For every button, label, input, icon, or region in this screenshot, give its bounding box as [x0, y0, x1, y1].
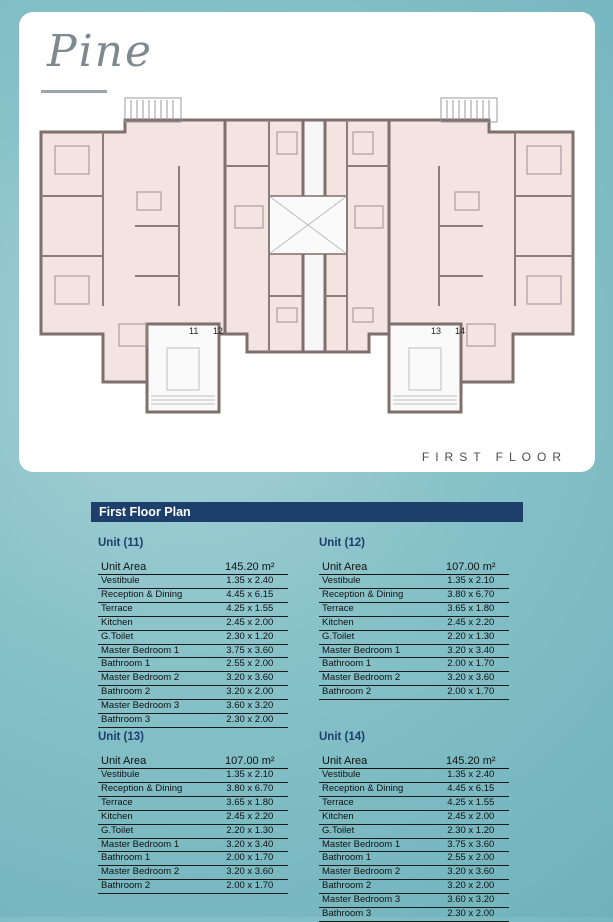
logo-text: Pine: [47, 26, 154, 77]
room-row: [319, 672, 509, 686]
room-row: [98, 838, 288, 852]
room-row: [98, 602, 288, 616]
room-size: 3.65 x 1.80: [212, 796, 288, 810]
room-size: 2.00 x 1.70: [212, 852, 288, 866]
room-name: Terrace: [319, 796, 433, 810]
room-row: [98, 630, 288, 644]
room-size: 2.55 x 2.00: [433, 852, 509, 866]
room-size: 1.35 x 2.10: [212, 769, 288, 783]
unit-area-label: Unit Area: [319, 561, 433, 575]
unit-area-value: 145.20 m²: [433, 755, 509, 769]
room-size: 3.65 x 1.80: [433, 602, 509, 616]
room-row: [319, 616, 509, 630]
room-name: Vestibule: [319, 769, 433, 783]
unit-spec-table: [98, 755, 288, 894]
room-size: 1.35 x 2.40: [433, 769, 509, 783]
unit-number-11: 11: [189, 326, 199, 336]
plan-section-header: First Floor Plan: [91, 502, 523, 522]
room-row: [319, 894, 509, 908]
room-name: Kitchen: [319, 810, 433, 824]
room-name: Terrace: [98, 602, 212, 616]
brand-logo: [41, 26, 181, 106]
floor-plan-card: [19, 12, 595, 472]
room-size: 3.20 x 3.60: [212, 866, 288, 880]
unit-area-value: 107.00 m²: [433, 561, 509, 575]
room-size: 4.25 x 1.55: [433, 796, 509, 810]
room-name: Bathroom 1: [98, 658, 212, 672]
room-name: Bathroom 1: [319, 852, 433, 866]
room-row: [319, 602, 509, 616]
unit-13-block: [98, 731, 288, 894]
room-row: [98, 616, 288, 630]
unit-area-label: Unit Area: [98, 561, 212, 575]
unit-area-label: Unit Area: [319, 755, 433, 769]
room-row: [98, 880, 288, 894]
unit-area-value: 107.00 m²: [212, 755, 288, 769]
unit-area-row: [98, 561, 288, 575]
room-row: [98, 769, 288, 783]
floor-plan-drawing: [39, 96, 579, 426]
room-name: Master Bedroom 2: [98, 672, 212, 686]
room-row: [319, 769, 509, 783]
room-size: 3.20 x 3.60: [433, 672, 509, 686]
room-size: 3.60 x 3.20: [212, 700, 288, 714]
room-size: 2.45 x 2.00: [212, 616, 288, 630]
room-row: [319, 852, 509, 866]
room-row: [319, 908, 509, 922]
room-name: Bathroom 1: [319, 658, 433, 672]
room-row: [98, 588, 288, 602]
room-name: Master Bedroom 3: [98, 700, 212, 714]
room-size: 3.80 x 6.70: [433, 588, 509, 602]
room-row: [98, 575, 288, 589]
room-name: Vestibule: [98, 575, 212, 589]
room-size: 1.35 x 2.40: [212, 575, 288, 589]
room-row: [98, 796, 288, 810]
room-name: Bathroom 2: [98, 686, 212, 700]
unit-spec-table: [319, 755, 509, 922]
room-name: Vestibule: [98, 769, 212, 783]
room-size: 2.30 x 2.00: [433, 908, 509, 922]
room-size: 3.80 x 6.70: [212, 782, 288, 796]
unit-title: Unit (13): [98, 731, 144, 743]
room-name: G.Toilet: [319, 630, 433, 644]
room-row: [319, 796, 509, 810]
room-name: Master Bedroom 1: [98, 838, 212, 852]
room-size: 2.30 x 1.20: [212, 630, 288, 644]
unit-14-block: [319, 731, 509, 922]
room-row: [319, 588, 509, 602]
room-row: [319, 824, 509, 838]
room-row: [98, 714, 288, 728]
room-name: Terrace: [98, 796, 212, 810]
unit-title: Unit (11): [98, 537, 144, 549]
room-row: [98, 782, 288, 796]
logo-underline: [41, 90, 107, 93]
room-row: [319, 644, 509, 658]
room-size: 2.00 x 1.70: [433, 686, 509, 700]
room-name: Master Bedroom 3: [319, 894, 433, 908]
unit-number-13: 13: [431, 326, 442, 336]
room-size: 2.00 x 1.70: [212, 880, 288, 894]
room-name: Master Bedroom 1: [319, 644, 433, 658]
room-size: 2.45 x 2.20: [433, 616, 509, 630]
room-size: 2.30 x 1.20: [433, 824, 509, 838]
room-name: Reception & Dining: [319, 588, 433, 602]
room-size: 2.55 x 2.00: [212, 658, 288, 672]
unit-12-block: [319, 537, 509, 700]
room-name: Kitchen: [98, 810, 212, 824]
room-name: Vestibule: [319, 575, 433, 589]
room-row: [98, 866, 288, 880]
room-size: 2.00 x 1.70: [433, 658, 509, 672]
room-name: Master Bedroom 2: [319, 672, 433, 686]
unit-area-row: [98, 755, 288, 769]
room-size: 2.20 x 1.30: [212, 824, 288, 838]
room-size: 2.45 x 2.20: [212, 810, 288, 824]
room-size: 3.75 x 3.60: [212, 644, 288, 658]
room-row: [98, 658, 288, 672]
room-size: 3.20 x 3.60: [212, 672, 288, 686]
room-name: Terrace: [319, 602, 433, 616]
unit-spec-table: [319, 561, 509, 700]
unit-spec-table: [98, 561, 288, 728]
room-size: 4.45 x 6.15: [433, 782, 509, 796]
room-name: Reception & Dining: [98, 588, 212, 602]
room-name: Kitchen: [319, 616, 433, 630]
room-size: 2.30 x 2.00: [212, 714, 288, 728]
unit-area-value: 145.20 m²: [212, 561, 288, 575]
unit-title: Unit (14): [319, 731, 365, 743]
room-name: Bathroom 3: [319, 908, 433, 922]
room-size: 3.20 x 3.40: [433, 644, 509, 658]
unit-number-14: 14: [455, 326, 466, 336]
unit-area-label: Unit Area: [98, 755, 212, 769]
room-size: 4.25 x 1.55: [212, 602, 288, 616]
room-size: 3.60 x 3.20: [433, 894, 509, 908]
room-size: 1.35 x 2.10: [433, 575, 509, 589]
room-name: Kitchen: [98, 616, 212, 630]
room-row: [319, 658, 509, 672]
room-size: 3.20 x 3.40: [212, 838, 288, 852]
room-name: Bathroom 2: [319, 686, 433, 700]
unit-area-row: [319, 561, 509, 575]
room-name: Reception & Dining: [98, 782, 212, 796]
room-row: [98, 644, 288, 658]
room-name: G.Toilet: [98, 824, 212, 838]
room-name: Reception & Dining: [319, 782, 433, 796]
room-name: Master Bedroom 1: [319, 838, 433, 852]
room-name: G.Toilet: [319, 824, 433, 838]
room-row: [98, 824, 288, 838]
room-name: Bathroom 1: [98, 852, 212, 866]
unit-area-row: [319, 755, 509, 769]
room-row: [98, 686, 288, 700]
room-name: Bathroom 3: [98, 714, 212, 728]
room-row: [319, 575, 509, 589]
floor-label: FIRST FLOOR: [421, 450, 567, 464]
room-size: 3.75 x 3.60: [433, 838, 509, 852]
room-row: [319, 686, 509, 700]
room-size: 3.20 x 2.00: [212, 686, 288, 700]
room-name: Master Bedroom 2: [98, 866, 212, 880]
room-size: 2.45 x 2.00: [433, 810, 509, 824]
room-row: [319, 810, 509, 824]
room-name: Bathroom 2: [98, 880, 212, 894]
room-size: 3.20 x 2.00: [433, 880, 509, 894]
room-row: [98, 810, 288, 824]
room-name: G.Toilet: [98, 630, 212, 644]
room-name: Master Bedroom 2: [319, 866, 433, 880]
room-row: [98, 852, 288, 866]
unit-title: Unit (12): [319, 537, 365, 549]
room-row: [98, 672, 288, 686]
room-row: [98, 700, 288, 714]
room-size: 2.20 x 1.30: [433, 630, 509, 644]
room-row: [319, 880, 509, 894]
unit-number-12: 12: [213, 326, 224, 336]
room-row: [319, 866, 509, 880]
room-size: 3.20 x 3.60: [433, 866, 509, 880]
unit-11-block: [98, 537, 288, 728]
room-name: Master Bedroom 1: [98, 644, 212, 658]
room-row: [319, 782, 509, 796]
room-size: 4.45 x 6.15: [212, 588, 288, 602]
room-name: Bathroom 2: [319, 880, 433, 894]
room-row: [319, 838, 509, 852]
room-row: [319, 630, 509, 644]
